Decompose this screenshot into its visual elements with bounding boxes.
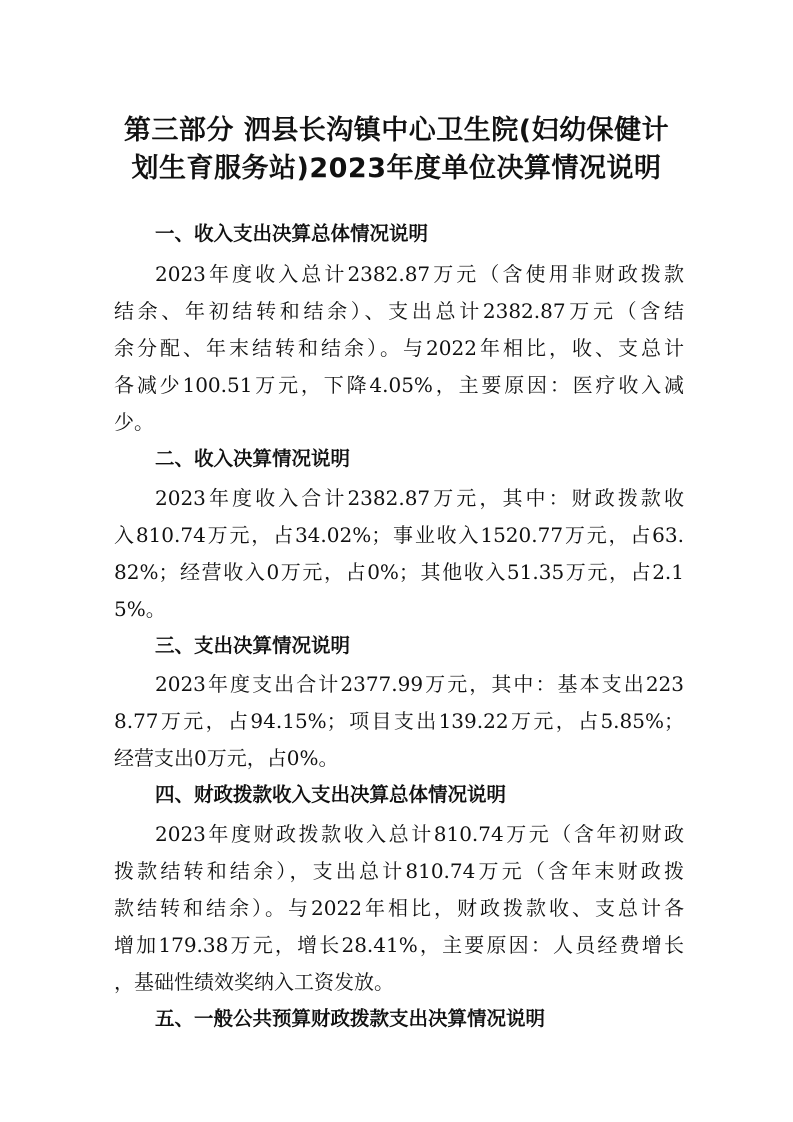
section-3-line-3: 经营支出0万元，占0%。: [114, 746, 339, 770]
section-4-line-2: 拨款结转和结余），支出总计810.74万元（含年末财政拨: [114, 859, 684, 883]
section-1-line-4: 各减少100.51万元，下降4.05%，主要原因：医疗收入减: [114, 373, 684, 397]
section-2-line-4: 5%。: [114, 597, 166, 621]
section-3-line-1: 2023年度支出合计2377.99万元，其中：基本支出223: [155, 672, 684, 696]
section-1-line-2: 结余、年初结转和结余）、支出总计2382.87万元（含结: [114, 299, 684, 323]
section-2-line-1: 2023年度收入合计2382.87万元，其中：财政拨款收: [155, 486, 684, 510]
section-1-line-3: 余分配、年末结转和结余）。与2022年相比，收、支总计: [114, 336, 684, 360]
section-heading-5: 五、一般公共预算财政拨款支出决算情况说明: [155, 1007, 546, 1030]
section-heading-1: 一、收入支出决算总体情况说明: [155, 222, 429, 245]
section-3-line-2: 8.77万元，占94.15%；项目支出139.22万元，占5.85%；: [114, 709, 684, 733]
section-1-line-5: 少。: [114, 410, 154, 434]
section-4-line-1: 2023年度财政拨款收入总计810.74万元（含年初财政: [155, 822, 684, 846]
section-heading-2: 二、收入决算情况说明: [155, 447, 351, 470]
section-heading-4: 四、财政拨款收入支出决算总体情况说明: [155, 783, 507, 806]
section-2-line-2: 入810.74万元，占34.02%；事业收入1520.77万元，占63.: [114, 523, 684, 547]
section-4-line-4: 增加179.38万元，增长28.41%，主要原因：人员经费增长: [114, 933, 684, 957]
section-4-line-3: 款结转和结余）。与2022年相比，财政拨款收、支总计各: [114, 896, 684, 920]
page-title-line-2: 划生育服务站)2023年度单位决算情况说明: [131, 153, 662, 184]
section-heading-3: 三、支出决算情况说明: [155, 634, 351, 657]
section-2-line-3: 82%；经营收入0万元，占0%；其他收入51.35万元，占2.1: [114, 560, 684, 584]
page-title-line-1: 第三部分 泗县长沟镇中心卫生院(妇幼保健计: [123, 115, 670, 146]
section-1-line-1: 2023年度收入总计2382.87万元（含使用非财政拨款: [155, 262, 684, 286]
section-4-line-5: ，基础性绩效奖纳入工资发放。: [114, 970, 394, 994]
